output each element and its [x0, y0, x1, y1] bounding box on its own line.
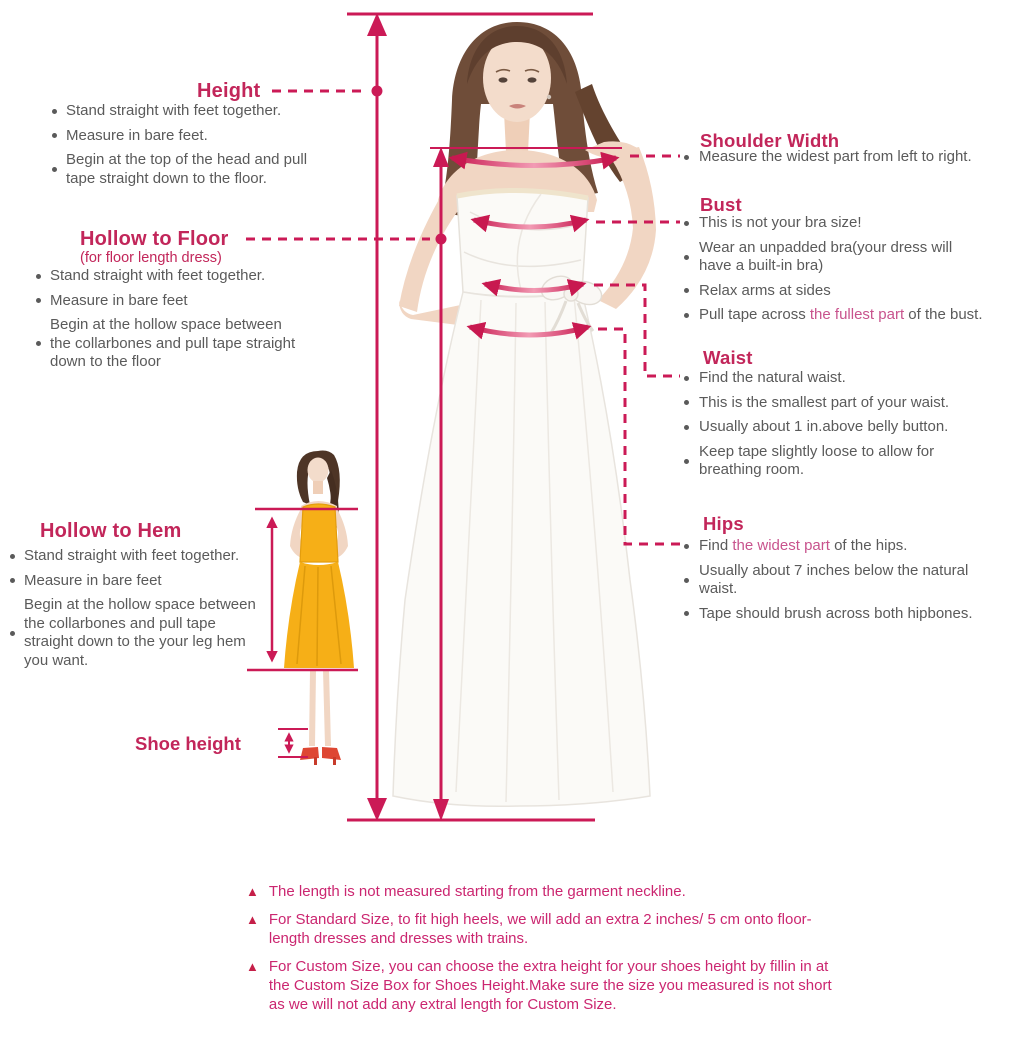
- footnote: ▲ For Standard Size, to fit high heels, we will add an extra 2 inches/ 5 cm onto floor-length dresses and dresses with trains.: [246, 911, 812, 947]
- waist-title: Waist: [703, 347, 753, 368]
- hips-bullet-list: [684, 537, 1006, 629]
- triangle-bullet-icon: ▲: [246, 884, 259, 899]
- list-item: Tape should brush across both hipbones.: [684, 605, 1006, 624]
- list-item: Relax arms at sides: [684, 282, 1012, 301]
- hollow-anchor-dot: [436, 234, 447, 245]
- list-item: Begin at the top of the head and pull tape straight down to the floor.: [52, 151, 352, 188]
- list-item: Begin at the hollow space between the collarbones and pull tape straight down to the floor: [36, 316, 336, 372]
- highlight-widest-part: the widest part: [732, 537, 830, 554]
- waist-bullet-list: [684, 369, 1006, 486]
- shoulder-width-bullet-list: [684, 148, 1014, 173]
- list-item: Usually about 1 in.above belly button.: [684, 418, 1006, 437]
- footnote: ▲ For Custom Size, you can choose the extra height for your shoes height by fillin in at the Custom Size Box for Shoes Height.Make sure the size you measured is not short as we will not add any extral length for Custom Size.: [246, 958, 832, 1013]
- list-item: Measure in bare feet: [36, 292, 336, 311]
- hollow-to-hem-bullet-list: [10, 547, 270, 676]
- shoulder-width-title: Shoulder Width: [700, 130, 840, 151]
- small-model-figure: [284, 451, 354, 766]
- list-item: Pull tape across the fullest part of the bust.: [684, 306, 1012, 325]
- list-item: Stand straight with feet together.: [36, 267, 336, 286]
- hollow-to-floor-bullet-list: [36, 267, 336, 378]
- list-item: Wear an unpadded bra(your dress will have a built-in bra): [684, 239, 1012, 276]
- hollow-to-floor-subtitle: (for floor length dress): [80, 250, 222, 266]
- shoe-height-label: Shoe height: [135, 733, 241, 754]
- list-item: Keep tape slightly loose to allow for breathing room.: [684, 443, 1006, 480]
- list-item: Measure the widest part from left to right.: [684, 148, 1014, 167]
- list-item: Find the widest part of the hips.: [684, 537, 1006, 556]
- bust-title: Bust: [700, 194, 742, 215]
- list-item: Usually about 7 inches below the natural waist.: [684, 562, 1006, 599]
- triangle-bullet-icon: ▲: [246, 959, 259, 974]
- list-item: Stand straight with feet together.: [10, 547, 270, 566]
- list-item: This is not your bra size!: [684, 214, 1012, 233]
- hollow-to-floor-title: Hollow to Floor: [80, 228, 229, 250]
- list-item: This is the smallest part of your waist.: [684, 394, 1006, 413]
- list-item: Find the natural waist.: [684, 369, 1006, 388]
- highlight-fullest-part: the fullest part: [809, 306, 905, 323]
- hips-title: Hips: [703, 513, 744, 534]
- footnotes: [246, 882, 846, 1023]
- triangle-bullet-icon: ▲: [246, 912, 259, 927]
- list-item: Measure in bare feet.: [52, 127, 352, 146]
- bust-bullet-list: [684, 214, 1012, 331]
- footnote: ▲ The length is not measured starting from the garment neckline.: [246, 883, 686, 900]
- height-title: Height: [197, 80, 261, 102]
- list-item: Begin at the hollow space between the collarbones and pull tape straight down to the your leg hem you want.: [10, 596, 270, 670]
- list-item: Stand straight with feet together.: [52, 102, 352, 121]
- height-anchor-dot: [372, 86, 383, 97]
- hollow-to-hem-title: Hollow to Hem: [40, 520, 182, 542]
- list-item: Measure in bare feet: [10, 572, 270, 591]
- height-bullet-list: [52, 102, 352, 194]
- model-figure: [393, 22, 656, 806]
